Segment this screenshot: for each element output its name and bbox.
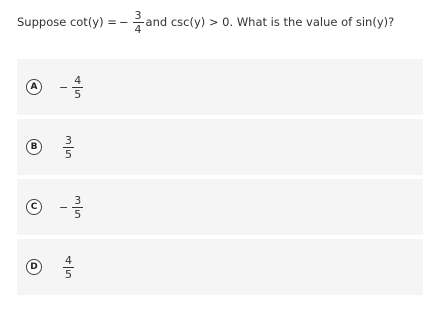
answer-options <box>17 59 423 299</box>
option-b-fraction <box>63 135 74 160</box>
option-a-sign: − <box>59 80 69 94</box>
option-a-badge[interactable]: A <box>26 79 42 95</box>
option-d-numerator: 4 <box>65 253 72 267</box>
option-d-badge[interactable]: D <box>26 259 42 275</box>
option-a-numerator: 4 <box>74 73 82 87</box>
option-a[interactable] <box>17 59 423 115</box>
option-b-denominator: 5 <box>65 147 72 161</box>
option-a-denominator: 5 <box>74 87 82 101</box>
question-prefix: Suppose cot(y) = <box>17 15 117 29</box>
question-suffix: and csc(y) > 0. What is the value of sin(y)? <box>145 15 395 29</box>
option-a-answer <box>57 75 85 100</box>
option-c-denominator: 5 <box>74 207 82 221</box>
cot-fraction <box>133 10 144 35</box>
option-b[interactable] <box>17 119 423 175</box>
option-b-badge[interactable]: B <box>26 139 42 155</box>
option-d-fraction <box>63 255 74 280</box>
question-sign: − <box>118 15 129 29</box>
option-c[interactable] <box>17 179 423 235</box>
option-d-denominator: 5 <box>65 267 72 281</box>
option-a-fraction <box>72 75 83 100</box>
option-c-numerator: 3 <box>74 193 82 207</box>
cot-numerator: 3 <box>134 8 142 22</box>
question-text <box>17 7 417 37</box>
cot-denominator: 4 <box>134 22 142 36</box>
option-c-answer <box>57 195 85 220</box>
option-b-numerator: 3 <box>65 133 72 147</box>
option-c-fraction <box>72 195 83 220</box>
option-d-answer <box>57 255 76 280</box>
option-b-answer <box>57 135 76 160</box>
option-c-sign: − <box>59 200 69 214</box>
option-d[interactable] <box>17 239 423 295</box>
option-c-badge[interactable]: C <box>26 199 42 215</box>
